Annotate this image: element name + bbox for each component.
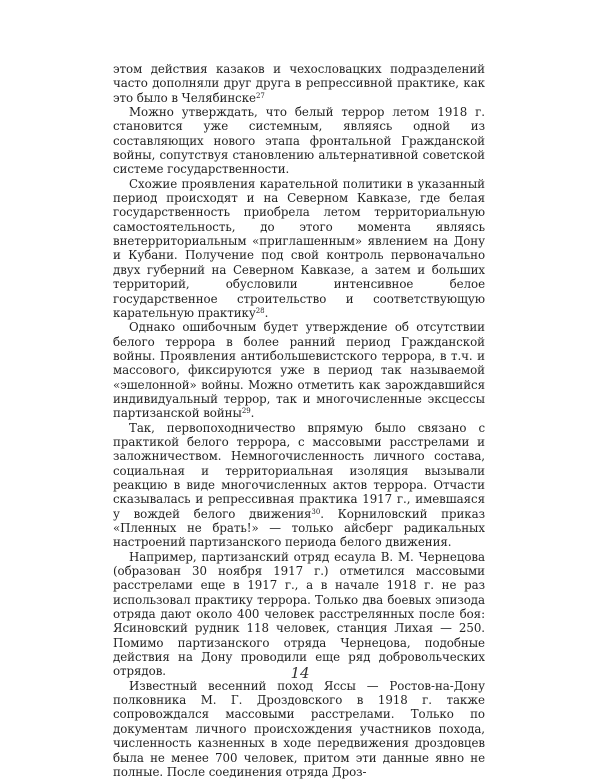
paragraph-text: Однако ошибочным будет утверждение об отсутствии белого террора в более ранний период Гражданской войны. Проявления антибольшевистского террора, в т.ч. и массового, фиксируются уже в период так называемой «эшелонной» войны. Можно отметить как зарождавшийся индивидуальный террор, так и многочисленные эксцессы партизанской войны	[113, 320, 485, 421]
paragraph-tail: . Корниловский приказ «Пленных не брать!» — только айсберг радикальных настроений партизанского периода белого движения.	[113, 506, 485, 550]
paragraph-text: Можно утверждать, что белый террор летом 1918 г. становится уже системным, являясь одной из составляющих нового этапа фронтальной Гражданской войны, сопутствуя становлению альтернативной советской системе государственности.	[113, 105, 485, 177]
paragraph-5	[113, 421, 485, 550]
paragraph-4	[113, 320, 485, 420]
paragraph-text: Например, партизанский отряд есаула В. М. Чернецова (образован 30 ноября 1917 г.) отметился массовыми расстрелами еще в 1917 г., а в начале 1918 г. не раз использовал практику террора. Только два боевых эпизода отряда дают около 400 человек расстрелянных после боя: Ясиновский рудник 118 человек, станция Лихая — 250. Помимо партизанского отряда Чернецова, подобные действия на Дону проводили еще ряд добровольческих отрядов.	[113, 549, 485, 679]
paragraph-text: Так, первопоходничество впрямую было связано с практикой белого террора, с массовыми расстрелами и заложничеством. Немногочисленность личного состава, социальная и территориальная изоляция вызывали реакцию в виде многочисленных актов террора. Отчасти сказывалась и репрессивная практика 1917 г., имевшаяся у вождей белого движения	[113, 420, 485, 521]
paragraph-text: Известный весенний поход Яссы — Ростов-на-Дону полковника М. Г. Дроздовского в 1918 г. также сопровождался массовыми расстрелами. Только по документам личного происхождения участников похода, численность казненных в ходе передвижения дроздовцев была не менее 700 человек, притом эти данные явно не полные. После соединения отряда Дроз-	[113, 678, 485, 779]
page-number: 14	[290, 664, 310, 682]
paragraph-text: Схожие проявления карательной политики в указанный период происходят и на Северном Кавказе, где белая государственность приобрела летом территориальную самостоятельность, до этого момента являясь внетерриториальным «приглашенным» явлением на Дону и Кубани. Получение под свой контроль первоначально двух губерний на Северном Кавказе, а затем и больших территорий, обусловили интенсивное белое государственное строительство и соответствующую карательную практику	[113, 176, 485, 320]
footnote-ref-27[interactable]: 27	[256, 91, 265, 100]
paragraph-3	[113, 177, 485, 320]
paragraph-7	[113, 679, 485, 779]
paragraph-2	[113, 105, 485, 177]
footnote-ref-28[interactable]: 28	[255, 306, 265, 315]
paragraph-text: этом действия казаков и чехословацких подразделений часто дополняли друг друга в репрессивной практике, как это было в Челябинске	[113, 62, 485, 105]
paragraph-tail: .	[250, 406, 255, 421]
paragraph-1	[113, 62, 485, 105]
paragraph-6	[113, 550, 485, 679]
footnote-ref-30[interactable]: 30	[311, 507, 321, 516]
footnote-ref-29[interactable]: 29	[241, 407, 251, 416]
paragraph-tail: .	[264, 305, 269, 320]
